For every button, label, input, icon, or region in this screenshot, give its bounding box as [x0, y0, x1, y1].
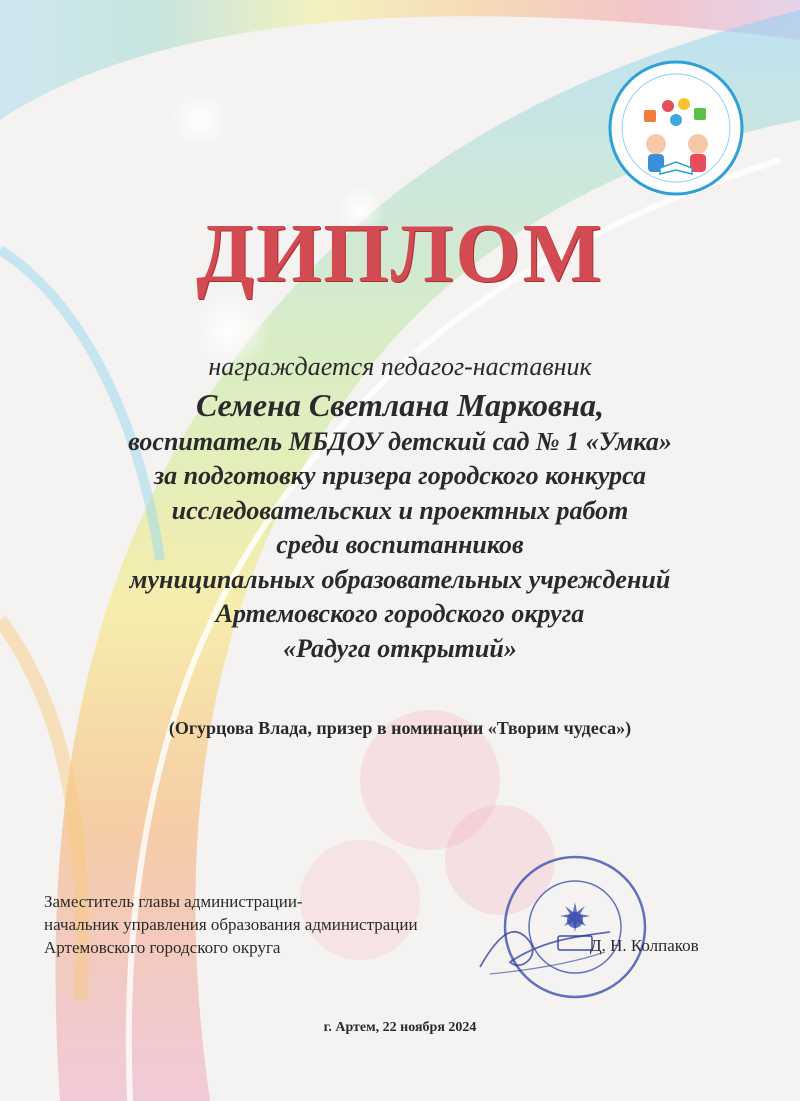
award-text: [30, 350, 770, 666]
signer-position-line-3: Артемовского городского округа: [44, 938, 281, 957]
contest-name: «Радуга открытий»: [283, 633, 517, 663]
signer-name: Д. Н. Колпаков: [590, 936, 699, 955]
winner-note: (Огурцова Влада, призер в номинации «Творим чудеса»): [168, 718, 632, 738]
diploma-title: ДИПЛОМ: [196, 207, 604, 300]
award-reason-line-3: среди воспитанников: [276, 530, 524, 559]
signer-position-line-2: начальник управления образования администрации: [44, 915, 418, 934]
contest-logo-emblem: [606, 58, 746, 198]
award-line-awarded: награждается педагог-наставник: [208, 352, 592, 381]
recipient-position: воспитатель МБДОУ детский сад № 1 «Умка»: [128, 426, 672, 456]
award-reason-line-2: исследовательских и проектных работ: [171, 495, 629, 525]
signer-position-line-1: Заместитель главы администрации-: [44, 892, 303, 911]
award-reason-line-1: за подготовку призера городского конкурса: [154, 461, 646, 490]
award-reason-line-5: Артемовского городского округа: [215, 599, 585, 628]
place-and-date: г. Артем, 22 ноября 2024: [323, 1020, 477, 1035]
award-reason-line-4: муниципальных образовательных учреждений: [129, 564, 671, 594]
recipient-name: Семена Светлана Марковна,: [195, 386, 605, 423]
